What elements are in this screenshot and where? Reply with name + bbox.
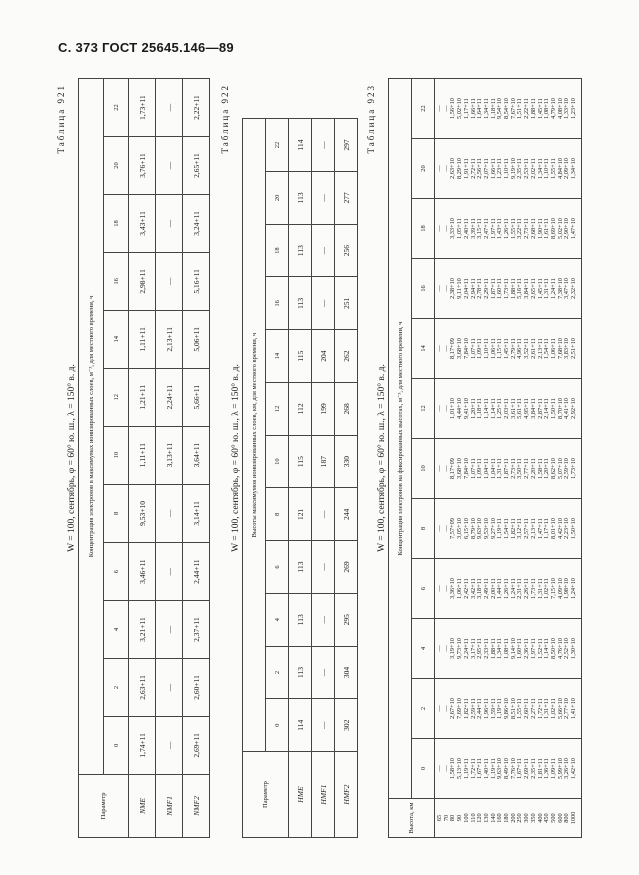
value-cell: — bbox=[156, 543, 183, 601]
value-cell: 2,98+11 bbox=[129, 252, 156, 310]
hour-cell: 4 bbox=[104, 601, 129, 659]
value-cell: — bbox=[312, 699, 335, 752]
value-column: — — 7,57+09 3,05+10 6,15+10 8,79+10 9,63+10 9,53+10 9,27+10 1,19+11 1,54+11 1,82+11 3,12+11 2,57+11 2,13+11 1,47+11 1,17+11 8,01+10 4,42+10 2,23+10 1,50+10 bbox=[435, 499, 582, 559]
hour-cell: 0 bbox=[412, 739, 435, 799]
value-cell: — bbox=[312, 541, 335, 594]
table-row bbox=[335, 119, 358, 838]
table-923-caption: Таблица 923 bbox=[366, 84, 376, 154]
hour-cell: 2 bbox=[266, 646, 289, 699]
value-cell: 3,14+11 bbox=[183, 484, 210, 543]
hour-cell: 4 bbox=[412, 619, 435, 679]
value-cell: — bbox=[156, 659, 183, 717]
hours-row bbox=[412, 79, 435, 838]
table-923 bbox=[388, 78, 582, 838]
hours-row bbox=[104, 79, 129, 838]
value-cell: — bbox=[312, 277, 335, 330]
param-header: Параметр bbox=[79, 774, 129, 837]
table-922 bbox=[242, 118, 358, 838]
value-cell: 1,11+11 bbox=[129, 426, 156, 484]
value-cell: — bbox=[156, 252, 183, 310]
param-header: Параметр bbox=[243, 752, 289, 838]
value-cell: — bbox=[156, 484, 183, 543]
value-cell: 3,64+11 bbox=[183, 426, 210, 484]
table-row bbox=[289, 119, 312, 838]
hour-cell: 18 bbox=[104, 194, 129, 252]
table-922-subheader: Высоты максимумов ионизированных слоев, км, для местного времени, ч bbox=[243, 119, 266, 752]
value-cell: 112 bbox=[289, 382, 312, 435]
value-cell: 121 bbox=[289, 488, 312, 541]
value-cell: 2,24+11 bbox=[156, 368, 183, 426]
hour-cell: 12 bbox=[266, 382, 289, 435]
hour-cell: 14 bbox=[412, 319, 435, 379]
table-row bbox=[129, 79, 156, 838]
hour-cell: 2 bbox=[104, 659, 129, 717]
hour-cell: 6 bbox=[104, 543, 129, 601]
value-cell: — bbox=[156, 79, 183, 137]
value-cell: 1,21+11 bbox=[129, 368, 156, 426]
value-cell: 204 bbox=[312, 330, 335, 383]
value-cell: 3,43+11 bbox=[129, 194, 156, 252]
hour-cell: 14 bbox=[266, 330, 289, 383]
hour-cell: 14 bbox=[104, 310, 129, 368]
value-cell: 187 bbox=[312, 435, 335, 488]
value-cell: 113 bbox=[289, 224, 312, 277]
value-cell: 2,63+11 bbox=[129, 659, 156, 717]
hour-cell: 2 bbox=[412, 679, 435, 739]
value-cell: 2,37+11 bbox=[183, 601, 210, 659]
table-row bbox=[183, 79, 210, 838]
value-cell: 256 bbox=[335, 224, 358, 277]
value-cell: 115 bbox=[289, 435, 312, 488]
value-cell: 113 bbox=[289, 277, 312, 330]
value-cell: 3,13+11 bbox=[156, 426, 183, 484]
value-cell: — bbox=[312, 488, 335, 541]
hour-cell: 12 bbox=[104, 368, 129, 426]
value-cell: 277 bbox=[335, 172, 358, 225]
param-cell: HMF2 bbox=[335, 752, 358, 838]
value-cell: 113 bbox=[289, 541, 312, 594]
table-row bbox=[312, 119, 335, 838]
height-header: Высота, км bbox=[389, 799, 435, 838]
hour-cell: 20 bbox=[104, 137, 129, 195]
table-923-subheader: Концентрация электронов на фиксированных высотах, м⁻³, для местного времени, ч bbox=[389, 79, 412, 799]
hour-cell: 16 bbox=[412, 259, 435, 319]
hour-cell: 0 bbox=[104, 716, 129, 774]
hour-cell: 8 bbox=[104, 484, 129, 543]
value-cell: — bbox=[312, 593, 335, 646]
value-cell: 2,13+11 bbox=[156, 310, 183, 368]
hour-cell: 6 bbox=[412, 559, 435, 619]
value-cell: 304 bbox=[335, 646, 358, 699]
hour-cell: 18 bbox=[412, 199, 435, 259]
hour-cell: 0 bbox=[266, 699, 289, 752]
table-row bbox=[156, 79, 183, 838]
value-cell: 269 bbox=[335, 541, 358, 594]
value-cell: 295 bbox=[335, 593, 358, 646]
value-cell: — bbox=[156, 137, 183, 195]
value-cell: 330 bbox=[335, 435, 358, 488]
value-cell: 251 bbox=[335, 277, 358, 330]
value-cell: 2,22+11 bbox=[183, 79, 210, 137]
value-cell: — bbox=[156, 194, 183, 252]
table-921-subheader: Концентрация электронов в максимумах ионизированных слоев, м⁻³, для местного времени, ч bbox=[79, 79, 104, 775]
value-column: — — 3,19+10 9,73+10 2,24+11 3,17+11 2,95+11 2,33+11 1,88+11 1,34+11 1,08+11 9,14+10 1,60+11 2,36+11 1,97+11 1,52+11 1,14+11 8,50+10 4,76+10 2,52+10 1,30+10 bbox=[435, 619, 582, 679]
value-cell: 302 bbox=[335, 699, 358, 752]
page-header: С. 373 ГОСТ 25645.146—89 bbox=[58, 40, 234, 55]
table-921-condition: W = 100, сентябрь, φ = 60° ю. ш., λ = 150° в. д. bbox=[67, 364, 77, 552]
value-column: — — 1,01+10 4,44+10 9,41+10 1,20+11 1,18+11 1,14+11 1,14+11 1,25+11 2,03+11 3,61+11 5,61+11 4,95+11 3,84+11 2,87+11 2,14+11 1,50+11 8,70+10 4,41+10 2,92+10 bbox=[435, 379, 582, 439]
value-cell: 3,76+11 bbox=[129, 137, 156, 195]
value-cell: 3,24+11 bbox=[183, 194, 210, 252]
hour-cell: 12 bbox=[412, 379, 435, 439]
value-column: — — 2,63+10 8,29+10 1,91+11 2,72+11 2,56+11 2,07+11 1,66+11 1,23+11 1,10+11 9,19+10 2,35+11 2,53+11 2,02+11 1,34+11 1,10+11 1,55+11 4,84+10 2,09+10 1,34+10 bbox=[435, 139, 582, 199]
value-cell: 113 bbox=[289, 646, 312, 699]
value-column: — — 2,67+10 7,69+10 1,82+11 2,59+11 2,44+11 1,96+11 1,59+11 1,19+11 9,86+10 8,51+10 1,55+11 2,60+11 2,27+11 1,72+11 1,31+11 1,02+11 5,66+10 2,77+10 1,41+10 bbox=[435, 679, 582, 739]
param-cell: HME bbox=[289, 752, 312, 838]
hour-cell: 8 bbox=[412, 499, 435, 559]
value-cell: 262 bbox=[335, 330, 358, 383]
table-923-condition: W = 100, сентябрь, φ = 60° ю. ш., λ = 150° в. д. bbox=[377, 364, 387, 552]
hour-cell: 20 bbox=[266, 172, 289, 225]
value-cell: 3,46+11 bbox=[129, 543, 156, 601]
value-cell: 114 bbox=[289, 119, 312, 172]
param-cell: NMF1 bbox=[156, 774, 183, 837]
value-cell: 199 bbox=[312, 382, 335, 435]
value-cell: — bbox=[312, 119, 335, 172]
param-cell: NME bbox=[129, 774, 156, 837]
value-cell: 5,66+11 bbox=[183, 368, 210, 426]
param-cell: HMF1 bbox=[312, 752, 335, 838]
hour-cell: 8 bbox=[266, 488, 289, 541]
table-922-caption: Таблица 922 bbox=[220, 84, 230, 154]
value-cell: — bbox=[312, 224, 335, 277]
value-cell: — bbox=[312, 646, 335, 699]
value-cell: 5,06+11 bbox=[183, 310, 210, 368]
param-cell: NMF2 bbox=[183, 774, 210, 837]
value-cell: 244 bbox=[335, 488, 358, 541]
table-921-caption: Таблица 921 bbox=[56, 84, 66, 154]
value-cell: 9,53+10 bbox=[129, 484, 156, 543]
value-column: — — 1,58+10 5,13+10 1,19+11 1,72+11 1,67+11 1,40+11 1,19+11 9,63+10 8,49+10 7,76+10 1,67+11 2,69+11 2,35+11 1,81+11 1,36+11 1,09+11 5,99+10 3,26+10 1,42+10 bbox=[435, 739, 582, 799]
table-922-body bbox=[289, 119, 358, 838]
value-cell: 2,65+11 bbox=[183, 137, 210, 195]
value-cell: 5,16+11 bbox=[183, 252, 210, 310]
value-column: — — 8,17+09 3,68+10 7,84+10 1,07+11 1,09+11 1,10+11 1,06+11 1,15+11 1,45+11 2,79+11 4,96+11 3,52+11 2,61+11 2,13+11 1,54+11 1,06+11 7,68+10 3,83+10 2,51+10 bbox=[435, 319, 582, 379]
hour-cell: 4 bbox=[266, 593, 289, 646]
value-cell: 3,21+11 bbox=[129, 601, 156, 659]
hour-cell: 22 bbox=[266, 119, 289, 172]
value-cell: 1,11+11 bbox=[129, 310, 156, 368]
heights-column: 65 70 80 90 100 110 120 130 140 160 180 200 250 300 350 400 450 500 600 800 1000 bbox=[435, 799, 582, 838]
value-cell: 2,69+11 bbox=[183, 716, 210, 774]
value-column: — — 8,17+09 3,68+10 7,84+10 1,07+11 1,09+11 1,04+11 1,04+11 1,31+11 1,87+11 2,73+11 3,50+11 2,77+11 2,20+11 1,58+11 1,20+11 8,62+10 5,07+10 2,59+10 1,73+10 bbox=[435, 439, 582, 499]
hour-cell: 22 bbox=[104, 79, 129, 137]
hour-cell: 10 bbox=[266, 435, 289, 488]
value-cell: 114 bbox=[289, 699, 312, 752]
hour-cell: 16 bbox=[104, 252, 129, 310]
value-cell: — bbox=[156, 716, 183, 774]
value-column: — — 3,36+10 1,06+11 2,42+11 3,42+11 3,18+11 2,49+11 2,00+11 1,44+11 1,26+11 1,24+11 2,31+11 2,26+11 1,73+11 1,31+11 1,02+11 7,15+10 4,09+10 1,98+10 1,24+10 bbox=[435, 559, 582, 619]
hour-cell: 18 bbox=[266, 224, 289, 277]
value-cell: 268 bbox=[335, 382, 358, 435]
table-922-condition: W = 100, сентябрь, φ = 60° ю. ш., λ = 150° в. д. bbox=[231, 364, 241, 552]
value-cell: — bbox=[156, 601, 183, 659]
value-column: — — 1,56+10 5,02+10 1,17+11 1,66+11 1,64+11 1,34+11 1,18+11 9,54+10 8,54+10 7,67+10 1,51+11 2,22+11 1,88+11 1,45+11 1,08+11 4,79+10 4,08+10 1,33+10 1,23+10 bbox=[435, 79, 582, 139]
table-921-body bbox=[129, 79, 210, 838]
value-column: — — 2,38+10 9,11+10 2,04+11 2,94+11 2,78+11 2,29+11 1,87+11 1,60+11 1,73+11 1,88+11 5,16+11 3,84+11 2,65+11 1,45+11 1,31+11 1,24+11 7,38+10 3,47+10 2,32+10 bbox=[435, 259, 582, 319]
rotated-content bbox=[52, 78, 612, 838]
value-cell: 1,73+11 bbox=[129, 79, 156, 137]
hour-cell: 22 bbox=[412, 79, 435, 139]
value-cell: 297 bbox=[335, 119, 358, 172]
table-921 bbox=[78, 78, 210, 838]
hour-cell: 10 bbox=[412, 439, 435, 499]
value-cell: 113 bbox=[289, 593, 312, 646]
hour-cell: 10 bbox=[104, 426, 129, 484]
table-923-data-row bbox=[435, 79, 582, 838]
value-column: — — 3,33+10 1,05+11 2,40+11 3,39+11 3,15+11 2,47+11 1,97+11 1,43+11 1,26+11 1,55+11 3,22+11 2,73+11 2,68+11 1,90+11 1,61+11 8,69+10 5,02+10 2,90+10 1,47+10 bbox=[435, 199, 582, 259]
value-cell: — bbox=[312, 172, 335, 225]
value-cell: 2,44+11 bbox=[183, 543, 210, 601]
value-cell: 2,60+11 bbox=[183, 659, 210, 717]
value-cell: 115 bbox=[289, 330, 312, 383]
hours-row bbox=[266, 119, 289, 838]
value-cell: 1,74+11 bbox=[129, 716, 156, 774]
value-cell: 113 bbox=[289, 172, 312, 225]
hour-cell: 16 bbox=[266, 277, 289, 330]
hour-cell: 6 bbox=[266, 541, 289, 594]
hour-cell: 20 bbox=[412, 139, 435, 199]
